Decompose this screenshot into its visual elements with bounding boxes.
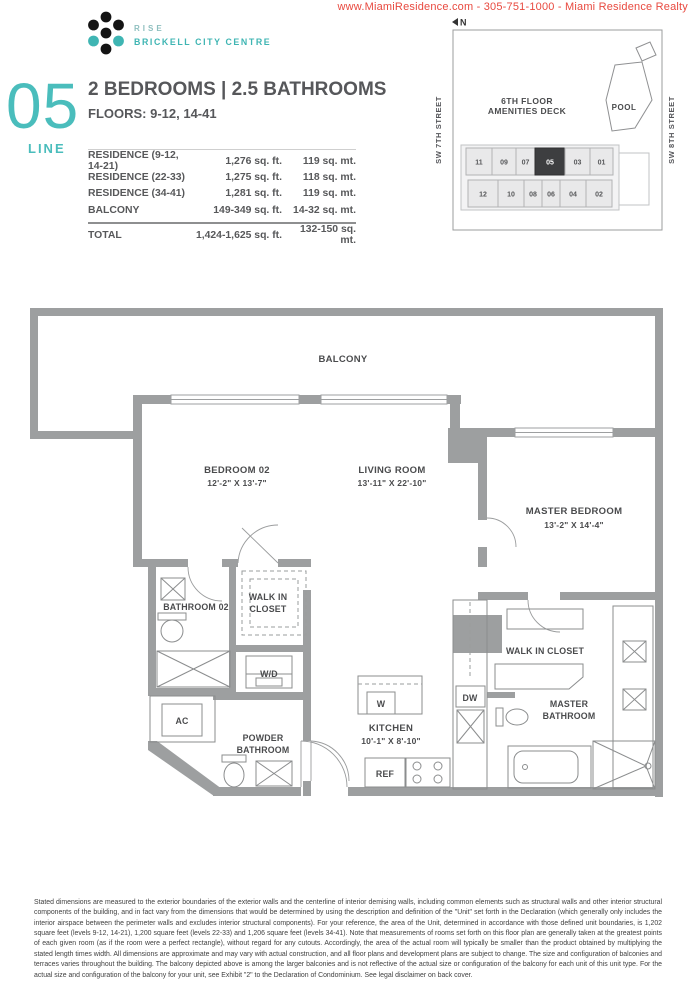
table-row bbox=[88, 150, 356, 173]
kitchen-island bbox=[358, 676, 422, 714]
unit-label: 10 bbox=[507, 191, 515, 199]
page-title: 2 BEDROOMS | 2.5 BATHROOMS bbox=[88, 79, 387, 100]
realty-watermark-link[interactable]: www.MiamiResidence.com - 305-751-1000 - Miami Residence Realty bbox=[337, 1, 688, 13]
shower-icon bbox=[157, 651, 230, 687]
row-sqft: 1,281 sq. ft. bbox=[225, 188, 282, 200]
double-vanity bbox=[613, 606, 653, 788]
toilet-icon bbox=[222, 755, 246, 787]
amenities-deck-label-1: 6TH FLOOR bbox=[501, 96, 553, 106]
balcony-label: BALCONY bbox=[318, 354, 368, 365]
unit-label: 11 bbox=[475, 159, 483, 167]
pool-label: POOL bbox=[611, 103, 637, 112]
total-sqft: 1,424-1,625 sq. ft. bbox=[195, 229, 282, 241]
row-label: RESIDENCE (34-41) bbox=[88, 188, 186, 200]
row-label: BALCONY bbox=[88, 204, 140, 216]
unit-line-label: LINE bbox=[28, 141, 66, 156]
powder-door-arc bbox=[311, 741, 349, 781]
kitchen-dims: 10'-1" X 8'-10" bbox=[361, 736, 421, 746]
ref-label: REF bbox=[375, 769, 395, 779]
row-sqmt: 14-32 sq. mt. bbox=[293, 204, 356, 216]
toilet-icon bbox=[158, 613, 186, 642]
window-bands bbox=[171, 395, 613, 437]
bathroom02-label: BATHROOM 02 bbox=[163, 602, 229, 612]
unit-label-highlighted: 05 bbox=[546, 159, 554, 167]
master-bath-label-2: BATHROOM bbox=[542, 711, 596, 721]
table-row bbox=[88, 186, 356, 202]
area-table bbox=[88, 149, 356, 247]
bathtub-icon bbox=[508, 746, 591, 788]
total-label: TOTAL bbox=[88, 229, 122, 241]
logo-brand-text: RISE bbox=[134, 24, 165, 33]
unit-label: 02 bbox=[595, 191, 603, 199]
site-plan bbox=[428, 12, 692, 242]
unit-label: 03 bbox=[573, 159, 582, 167]
unit-label: 01 bbox=[597, 159, 606, 167]
powder-label-2: BATHROOM bbox=[236, 745, 290, 755]
bedroom02-dims: 12'-2" X 13'-7" bbox=[207, 478, 267, 488]
dw-label: DW bbox=[462, 693, 478, 703]
north-arrow-icon bbox=[452, 18, 467, 28]
entry-door-arc bbox=[301, 741, 347, 787]
bathroom02-door-arc bbox=[188, 567, 222, 601]
row-label: RESIDENCE (9-12, 14-21) bbox=[88, 150, 179, 173]
pool-shape bbox=[606, 42, 656, 131]
walkin-closet2-label: WALK IN CLOSET bbox=[505, 646, 585, 656]
street-left-label: SW 7TH STREET bbox=[434, 96, 443, 164]
unit-label: 09 bbox=[500, 159, 508, 167]
bedroom02-label: BEDROOM 02 bbox=[204, 465, 270, 476]
washer-dryer-label: W/D bbox=[260, 669, 278, 679]
master-suite-door-arc bbox=[528, 600, 560, 632]
floor-plan bbox=[0, 300, 692, 900]
amenities-deck-label-2: AMENITIES DECK bbox=[487, 106, 567, 116]
table-row bbox=[88, 202, 356, 218]
row-label: RESIDENCE (22-33) bbox=[88, 172, 186, 184]
range-icon bbox=[406, 758, 450, 787]
total-sqmt: 132-150 sq. mt. bbox=[299, 224, 356, 247]
unit-label: 12 bbox=[479, 191, 487, 199]
bedroom02-door-leaf bbox=[242, 528, 278, 563]
sink-icon bbox=[161, 578, 185, 600]
closet-rods bbox=[242, 571, 306, 635]
unit-label: 08 bbox=[529, 191, 537, 199]
washer-label: W bbox=[376, 699, 386, 709]
row-sqmt: 118 sq. mt. bbox=[302, 172, 356, 184]
master-bedroom-label: MASTER BEDROOM bbox=[525, 506, 623, 517]
shower-icon bbox=[593, 741, 655, 789]
ac-label: AC bbox=[175, 716, 189, 726]
unit-label: 06 bbox=[547, 191, 555, 199]
master-bedroom-door-arc bbox=[487, 518, 516, 547]
row-sqft: 149-349 sq. ft. bbox=[213, 204, 282, 216]
logo-dots-icon bbox=[88, 12, 124, 55]
table-row bbox=[88, 169, 356, 185]
walkin-closet1-label-1: WALK IN bbox=[248, 592, 288, 602]
toilet-icon bbox=[496, 708, 528, 726]
walkin-closet1-label-2: CLOSET bbox=[249, 604, 287, 614]
page-floors: FLOORS: 9-12, 14-41 bbox=[88, 106, 217, 121]
row-sqmt: 119 sq. mt. bbox=[302, 188, 356, 200]
powder-label-1: POWDER bbox=[242, 733, 284, 743]
kitchen-label: KITCHEN bbox=[368, 723, 414, 734]
table-total-row bbox=[88, 222, 356, 247]
building-footprint bbox=[461, 145, 649, 210]
floorplan-walls bbox=[30, 308, 663, 797]
row-sqft: 1,275 sq. ft. bbox=[225, 172, 282, 184]
unit-label: 04 bbox=[569, 191, 577, 199]
row-sqmt: 119 sq. mt. bbox=[302, 155, 356, 167]
unit-line-number: 05 bbox=[6, 70, 80, 142]
street-right-label: SW 8TH STREET bbox=[667, 96, 676, 164]
legal-disclaimer: Stated dimensions are measured to the exterior boundaries of the exterior walls and the centerline of interior demising walls, including common elements such as structural walls and other interior structural components of the building, and in fact vary from the dimensions that would be determined by using the description and definition of the "Unit" set forth in the Declaration (which generally only includes the interior airspace between the perimeter walls and excludes interior structural components). For your reference, the area of the Unit, determined in accordance with those defined unit boundaries, is 1,202 square feet (levels 9-12, 14-21), 1,200 square feet (levels 22-33) and 1,206 square feet (levels 34-41). Note that measurements of rooms set forth on this floor plan are generally taken at the greatest points of each given room (as if the room were a perfect rectangle), without regard for any cutouts. Accordingly, the area of the actual room will typically be smaller than the product obtained by multiplying the stated length times width. All dimensions are approximate and may vary with actual construction, and all floor plans and development plans are subject to change. The size and configuration of balconies and terraces varies throughout the building. The balcony depicted above is among the larger balconies and is not reflective of the actual size or configuration of the balcony for each unit of this unit type. For the actual size and configuration of the balcony for your unit, see Exhibit "2" to the Declaration of Condominium. See legal disclaimer on back cover. bbox=[34, 899, 662, 979]
unit-label: 07 bbox=[521, 159, 530, 167]
north-label: N bbox=[460, 17, 467, 28]
row-sqft: 1,276 sq. ft. bbox=[225, 155, 282, 167]
living-room-label: LIVING ROOM bbox=[358, 465, 426, 476]
master-bedroom-dims: 13'-2" X 14'-4" bbox=[544, 520, 604, 530]
logo-brand2-text: BRICKELL CITY CENTRE bbox=[134, 37, 272, 47]
sink-icon bbox=[256, 761, 292, 786]
living-room-dims: 13'-11" X 22'-10" bbox=[357, 478, 427, 488]
master-bath-label-1: MASTER bbox=[549, 699, 589, 709]
rise-logo bbox=[78, 8, 288, 62]
